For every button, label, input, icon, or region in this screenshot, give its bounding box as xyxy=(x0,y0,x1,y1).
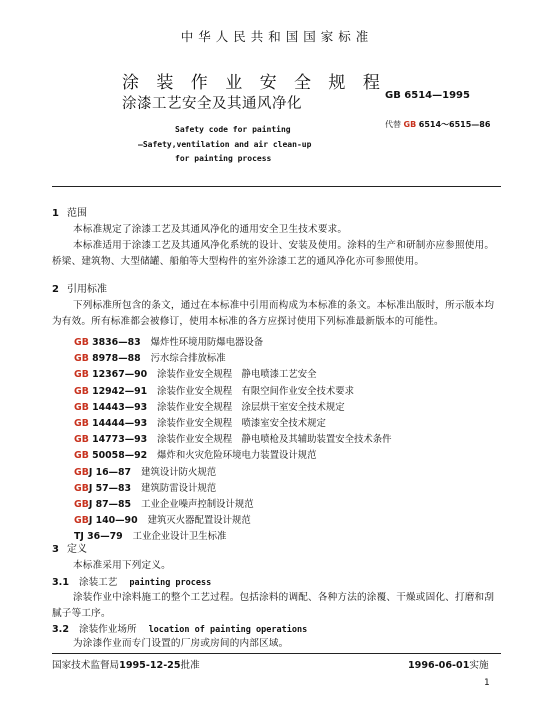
reference-code xyxy=(74,499,131,510)
section-3-paragraph-1: 本标准采用下列定义。 xyxy=(73,560,171,571)
reference-number: 12367—90 xyxy=(88,369,148,381)
reference-code xyxy=(74,515,138,526)
reference-prefix: GB xyxy=(74,353,89,365)
reference-code xyxy=(74,337,141,348)
reference-item xyxy=(74,350,226,364)
definition-term-english: painting process xyxy=(129,578,212,588)
definition-3-2-heading xyxy=(52,621,307,635)
title-chinese-line2: 涂漆工艺安全及其通风净化 xyxy=(122,96,302,112)
reference-number: J 16—87 xyxy=(88,466,132,478)
reference-title: 爆炸和火灾危险环境电力装置设计规范 xyxy=(157,450,317,462)
reference-number: TJ 36—79 xyxy=(74,531,123,543)
section-3-heading xyxy=(52,540,87,555)
reference-item xyxy=(74,480,216,494)
reference-number: 3836—83 xyxy=(88,337,141,348)
section-2-heading xyxy=(52,280,107,295)
reference-title: 建筑设计防火规范 xyxy=(141,466,217,478)
reference-title: 涂装作业安全规程 静电喷枪及其辅助装置安全技术条件 xyxy=(157,434,392,446)
replaces-note xyxy=(385,119,490,130)
replaces-number: 6514～6515—86 xyxy=(418,120,491,129)
reference-number: 14444—93 xyxy=(88,418,148,429)
reference-prefix: GB xyxy=(74,337,89,348)
reference-title: 爆炸性环境用防爆电器设备 xyxy=(150,337,264,348)
reference-prefix: GB xyxy=(74,385,89,397)
implementation-line xyxy=(408,657,489,671)
header-divider xyxy=(52,186,501,187)
reference-item xyxy=(74,399,345,413)
definition-3-2-text: 为涂漆作业而专门设置的厂房或房间的内部区域。 xyxy=(73,638,289,649)
reference-title: 建筑灭火器配置设计规范 xyxy=(147,515,251,527)
implementation-label: 实施 xyxy=(469,660,489,671)
reference-item xyxy=(74,496,254,510)
reference-title: 涂装作业安全规程 涂层烘干室安全技术规定 xyxy=(157,401,345,413)
page-number: 1 xyxy=(484,678,490,688)
reference-title: 涂装作业安全规程 静电喷漆工艺安全 xyxy=(157,369,317,381)
section-number: 3 xyxy=(52,544,59,555)
reference-item xyxy=(74,431,392,445)
reference-code xyxy=(74,353,141,364)
reference-item xyxy=(74,415,326,429)
reference-number: 8978—88 xyxy=(88,353,141,365)
reference-prefix: GB xyxy=(74,401,89,413)
reference-number: J 87—85 xyxy=(88,499,132,510)
section-1-paragraph-1: 本标准规定了涂漆工艺及其通风净化的通用安全卫生技术要求。 xyxy=(73,224,348,235)
section-title: 范围 xyxy=(66,208,87,219)
reference-number: 14773—93 xyxy=(88,434,148,446)
reference-prefix: GB xyxy=(74,499,89,510)
reference-code xyxy=(74,418,147,429)
approval-line xyxy=(52,657,200,671)
reference-prefix: GB xyxy=(74,434,89,446)
reference-title: 工业企业噪声控制设计规范 xyxy=(141,499,254,510)
reference-title: 污水综合排放标准 xyxy=(150,353,226,365)
title-english-line2: —Safety,ventilation and air clean-up xyxy=(138,140,312,149)
reference-prefix: GB xyxy=(74,515,89,527)
definition-3-1-heading xyxy=(52,574,211,588)
reference-item xyxy=(74,366,317,380)
reference-code xyxy=(74,402,147,413)
replaces-gb-prefix: GB xyxy=(403,120,417,129)
definition-term-english: location of painting operations xyxy=(148,625,308,635)
section-title: 引用标准 xyxy=(66,284,107,295)
reference-code xyxy=(74,483,131,494)
reference-code xyxy=(74,450,147,461)
definition-number: 3.2 xyxy=(52,624,69,635)
reference-number: 14443—93 xyxy=(88,401,148,413)
reference-item xyxy=(74,383,354,397)
footer-divider xyxy=(52,653,501,654)
reference-prefix: GB xyxy=(74,482,89,494)
reference-prefix: GB xyxy=(74,466,89,478)
reference-title: 建筑防雷设计规范 xyxy=(141,482,217,494)
reference-item xyxy=(74,528,226,542)
issuer: 国家技术监督局 xyxy=(52,660,120,671)
reference-prefix: GB xyxy=(74,450,89,462)
reference-item xyxy=(74,512,251,526)
definition-term: 涂装工艺 xyxy=(79,577,118,588)
reference-item xyxy=(74,464,216,478)
reference-code xyxy=(74,369,147,380)
reference-title: 涂装作业安全规程 有限空间作业安全技术要求 xyxy=(157,385,355,397)
reference-prefix: GB xyxy=(74,369,89,381)
reference-item xyxy=(74,334,263,348)
reference-code xyxy=(74,467,131,478)
reference-number: 12942—91 xyxy=(88,385,148,397)
approval-date: 1995-12-25 xyxy=(119,660,181,671)
section-1-heading xyxy=(52,204,87,219)
reference-code xyxy=(74,386,147,397)
standard-number: GB 6514—1995 xyxy=(385,90,470,101)
definition-number: 3.1 xyxy=(52,577,69,588)
section-title: 定义 xyxy=(66,544,87,555)
title-english-line1: Safety code for painting xyxy=(175,125,291,134)
section-2-paragraph-1: 下列标准所包含的条文，通过在本标准中引用而构成为本标准的条文。本标准出版时，所示版本均为有效。所有标准都会被修订，使用本标准的各方应探讨使用下列标准最新版本的可能性。 xyxy=(52,300,495,327)
implementation-date: 1996-06-01 xyxy=(408,660,470,671)
reference-title: 工业企业设计卫生标准 xyxy=(132,531,227,543)
reference-prefix: GB xyxy=(74,418,89,429)
title-english-line3: for painting process xyxy=(175,154,272,163)
reference-number: 50058—92 xyxy=(88,450,148,462)
section-number: 2 xyxy=(52,284,59,295)
section-1-paragraph-2: 本标准适用于涂漆工艺及其通风净化系统的设计、安装及使用。涂料的生产和研制亦应参照使用。桥梁、建筑物、大型储罐、船舶等大型构件的室外涂漆工艺的通风净化亦可参照使用。 xyxy=(52,240,495,267)
title-chinese-line1: 涂 装 作 业 安 全 规 程 xyxy=(122,73,386,93)
reference-title: 涂装作业安全规程 喷漆室安全技术规定 xyxy=(157,418,326,429)
reference-code xyxy=(74,434,147,445)
approval-label: 批准 xyxy=(180,660,200,671)
country-standard-header: 中华人民共和国国家标准 xyxy=(180,29,374,44)
reference-number: J 140—90 xyxy=(88,515,138,527)
replaces-label: 代替 xyxy=(385,120,401,129)
reference-number: J 57—83 xyxy=(88,482,132,494)
definition-term: 涂装作业场所 xyxy=(79,624,137,635)
definition-3-1-text: 涂装作业中涂料施工的整个工艺过程。包括涂料的调配、各种方法的涂覆、干燥或固化、打磨和刮腻子等工序。 xyxy=(52,592,495,619)
reference-item xyxy=(74,447,317,461)
section-number: 1 xyxy=(52,208,59,219)
